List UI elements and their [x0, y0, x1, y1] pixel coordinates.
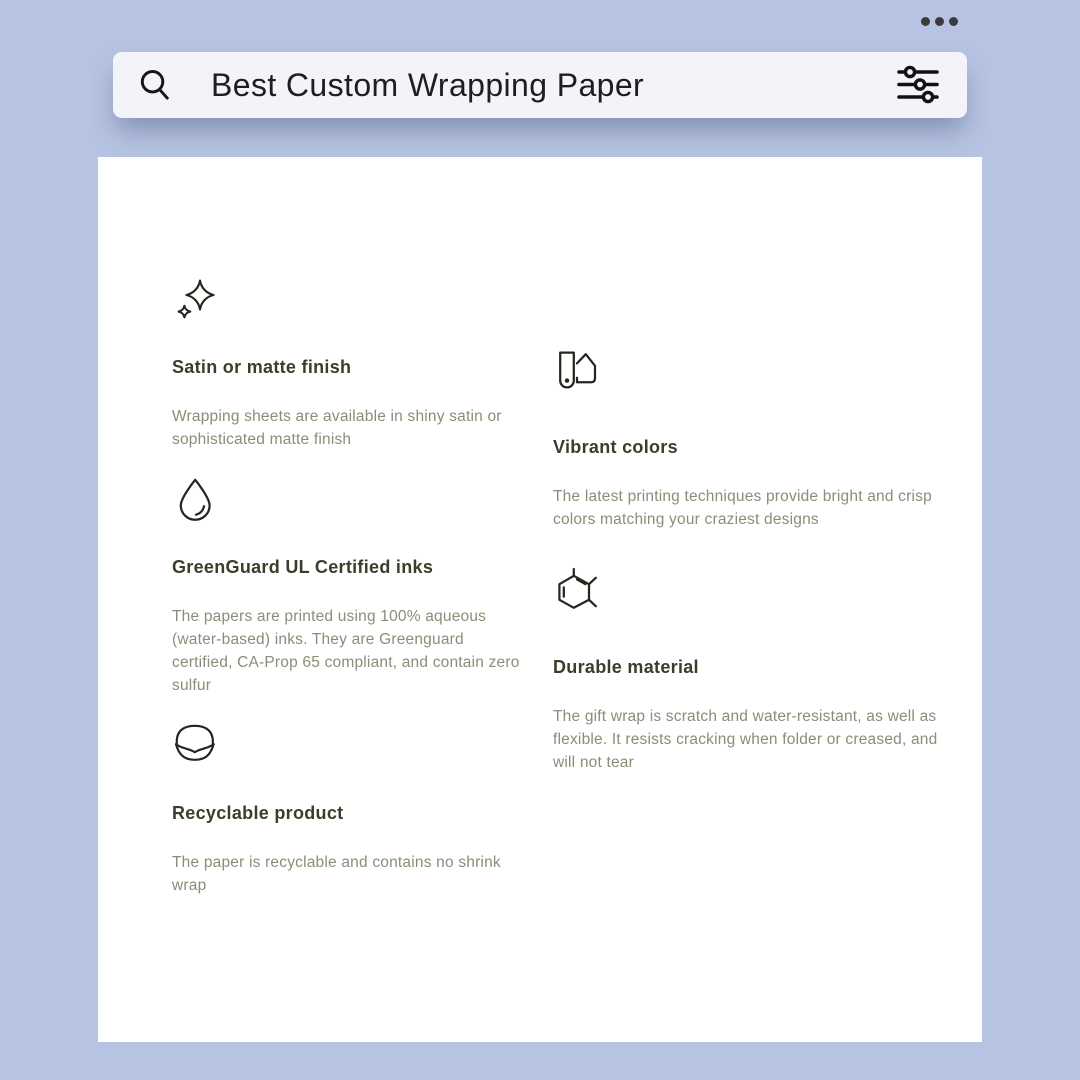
content-card	[98, 157, 982, 1042]
feature-title: Durable material	[553, 657, 699, 677]
feature-satin-matte	[172, 275, 522, 451]
feature-description: The gift wrap is scratch and water-resistant, as well as flexible. It resists cracking when folder or creased, and will not tear	[553, 708, 938, 771]
filter-sliders-icon[interactable]	[895, 64, 941, 106]
feature-title: Recyclable product	[172, 803, 344, 823]
eco-leaves-icon	[172, 721, 220, 769]
search-icon[interactable]	[137, 67, 173, 103]
feature-vibrant-colors	[553, 347, 945, 531]
feature-durable-material	[553, 567, 945, 774]
feature-description: The paper is recyclable and contains no shrink wrap	[172, 854, 501, 894]
color-swatches-icon	[553, 347, 601, 395]
feature-description: The papers are printed using 100% aqueous (water-based) inks. They are Greenguard certified, CA-Prop 65 compliant, and contain zero sulfur	[172, 608, 520, 694]
sparkles-icon	[172, 275, 220, 323]
feature-recyclable	[172, 721, 522, 897]
ink-droplet-icon	[172, 475, 220, 523]
feature-greenguard-inks	[172, 475, 522, 697]
feature-title: Vibrant colors	[553, 437, 678, 457]
ellipsis-menu-icon[interactable]	[921, 17, 958, 26]
molecule-icon	[553, 567, 601, 615]
search-input[interactable]: Best Custom Wrapping Paper	[211, 66, 645, 103]
search-bar[interactable]	[113, 52, 967, 118]
features-column-left	[172, 275, 522, 921]
features-column-right	[553, 347, 945, 810]
feature-description: The latest printing techniques provide bright and crisp colors matching your craziest designs	[553, 488, 932, 528]
feature-title: GreenGuard UL Certified inks	[172, 557, 434, 577]
feature-description: Wrapping sheets are available in shiny satin or sophisticated matte finish	[172, 408, 502, 448]
feature-title: Satin or matte finish	[172, 357, 352, 377]
